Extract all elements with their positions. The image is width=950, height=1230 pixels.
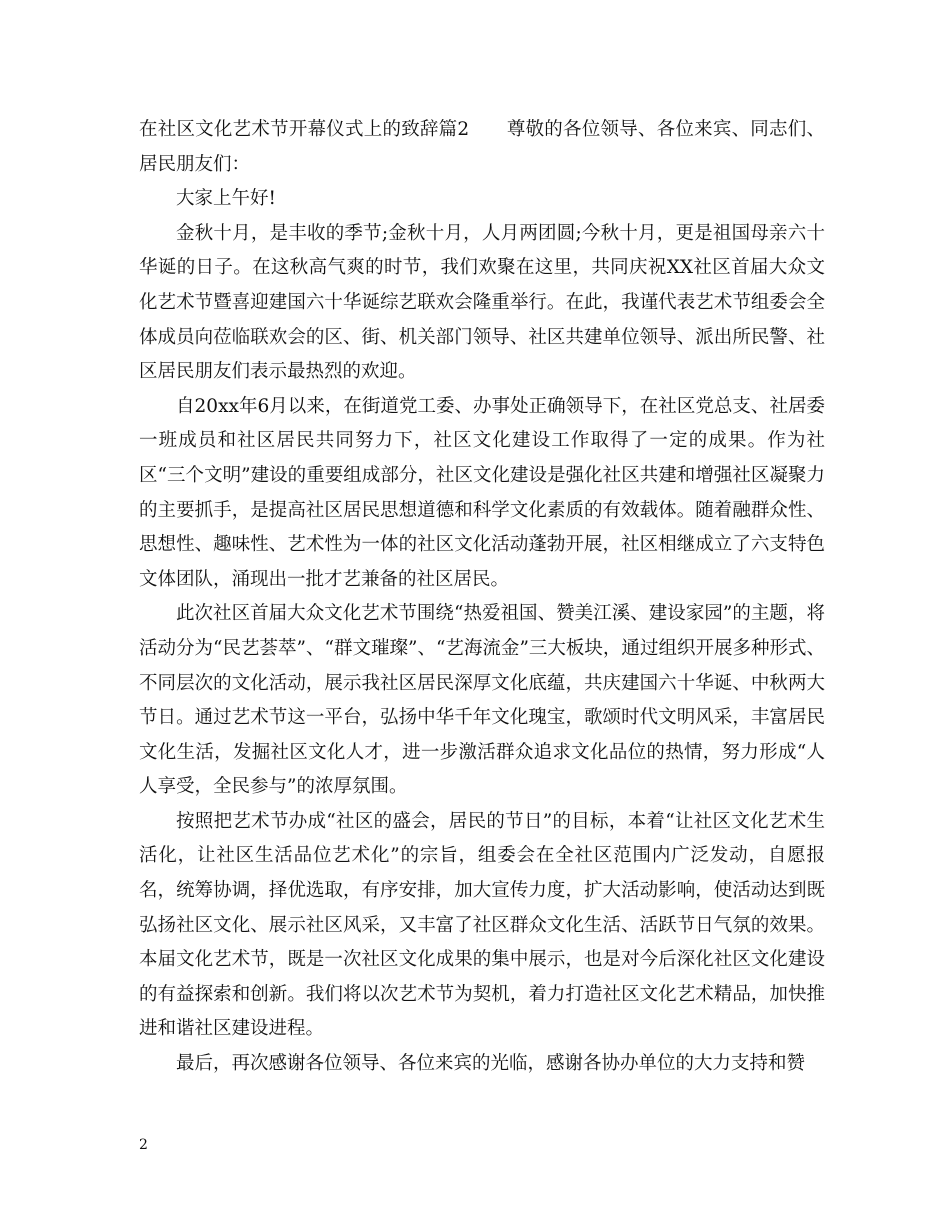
- opening-line: 在社区文化艺术节开幕仪式上的致辞篇2 尊敬的各位领导、各位来宾、同志们、居民朋友们：: [139, 119, 825, 175]
- paragraph-4: 按照把艺术节办成“社区的盛会，居民的节日”的目标，本着“让社区文化艺术生活化，让社区生活品位艺术化”的宗旨，组委会在全社区范围内广泛发动，自愿报名，统筹协调，择优选取，有序安排，加大宣传力度，扩大活动影响，使活动达到既弘扬社区文化、展示社区风采，又丰富了社区群众文化生活、活跃节日气氛的效果。本届文化艺术节，既是一次社区文化成果的集中展示，也是对今后深化社区文化建设的有益探索和创新。我们将以次艺术节为契机，着力打造社区文化艺术精品，加快推进和谐社区建设进程。: [139, 810, 825, 1040]
- paragraph-1: 金秋十月，是丰收的季节;金秋十月，人月两团圆;今秋十月，更是祖国母亲六十华诞的日子。在这秋高气爽的时节，我们欢聚在这里，共同庆祝XX社区首届大众文化艺术节暨喜迎建国六十华诞综艺联欢会隆重举行。在此，我谨代表艺术节组委会全体成员向莅临联欢会的区、街、机关部门领导、社区共建单位领导、派出所民警、社区居民朋友们表示最热烈的欢迎。: [139, 222, 825, 383]
- paragraph-3: 此次社区首届大众文化艺术节围绕“热爱祖国、赞美江溪、建设家园”的主题，将活动分为“民艺荟萃”、“群文璀璨”、“艺海流金”三大板块，通过组织开展多种形式、不同层次的文化活动，展示我社区居民深厚文化底蕴，共庆建国六十华诞、中秋两大节日。通过艺术节这一平台，弘扬中华千年文化瑰宝，歌颂时代文明风采，丰富居民文化生活，发掘社区文化人才，进一步激活群众追求文化品位的热情，努力形成“人人享受，全民参与”的浓厚氛围。: [139, 603, 825, 798]
- paragraph-2: 自20xx年6月以来，在街道党工委、办事处正确领导下，在社区党总支、社居委一班成员和社区居民共同努力下，社区文化建设工作取得了一定的成果。作为社区“三个文明”建设的重要组成部分，社区文化建设是强化社区共建和增强社区凝聚力的主要抓手，是提高社区居民思想道德和科学文化素质的有效载体。随着融群众性、思想性、趣味性、艺术性为一体的社区文化活动蓬勃开展，社区相继成立了六支特色文体团队，涌现出一批才艺兼备的社区居民。: [139, 395, 825, 590]
- paragraph-greeting: 大家上午好!: [176, 188, 276, 210]
- paragraph-5: 最后，再次感谢各位领导、各位来宾的光临，感谢各协办单位的大力支持和赞: [176, 1053, 806, 1075]
- document-body: [139, 113, 825, 1082]
- page-number: 2: [139, 1137, 148, 1153]
